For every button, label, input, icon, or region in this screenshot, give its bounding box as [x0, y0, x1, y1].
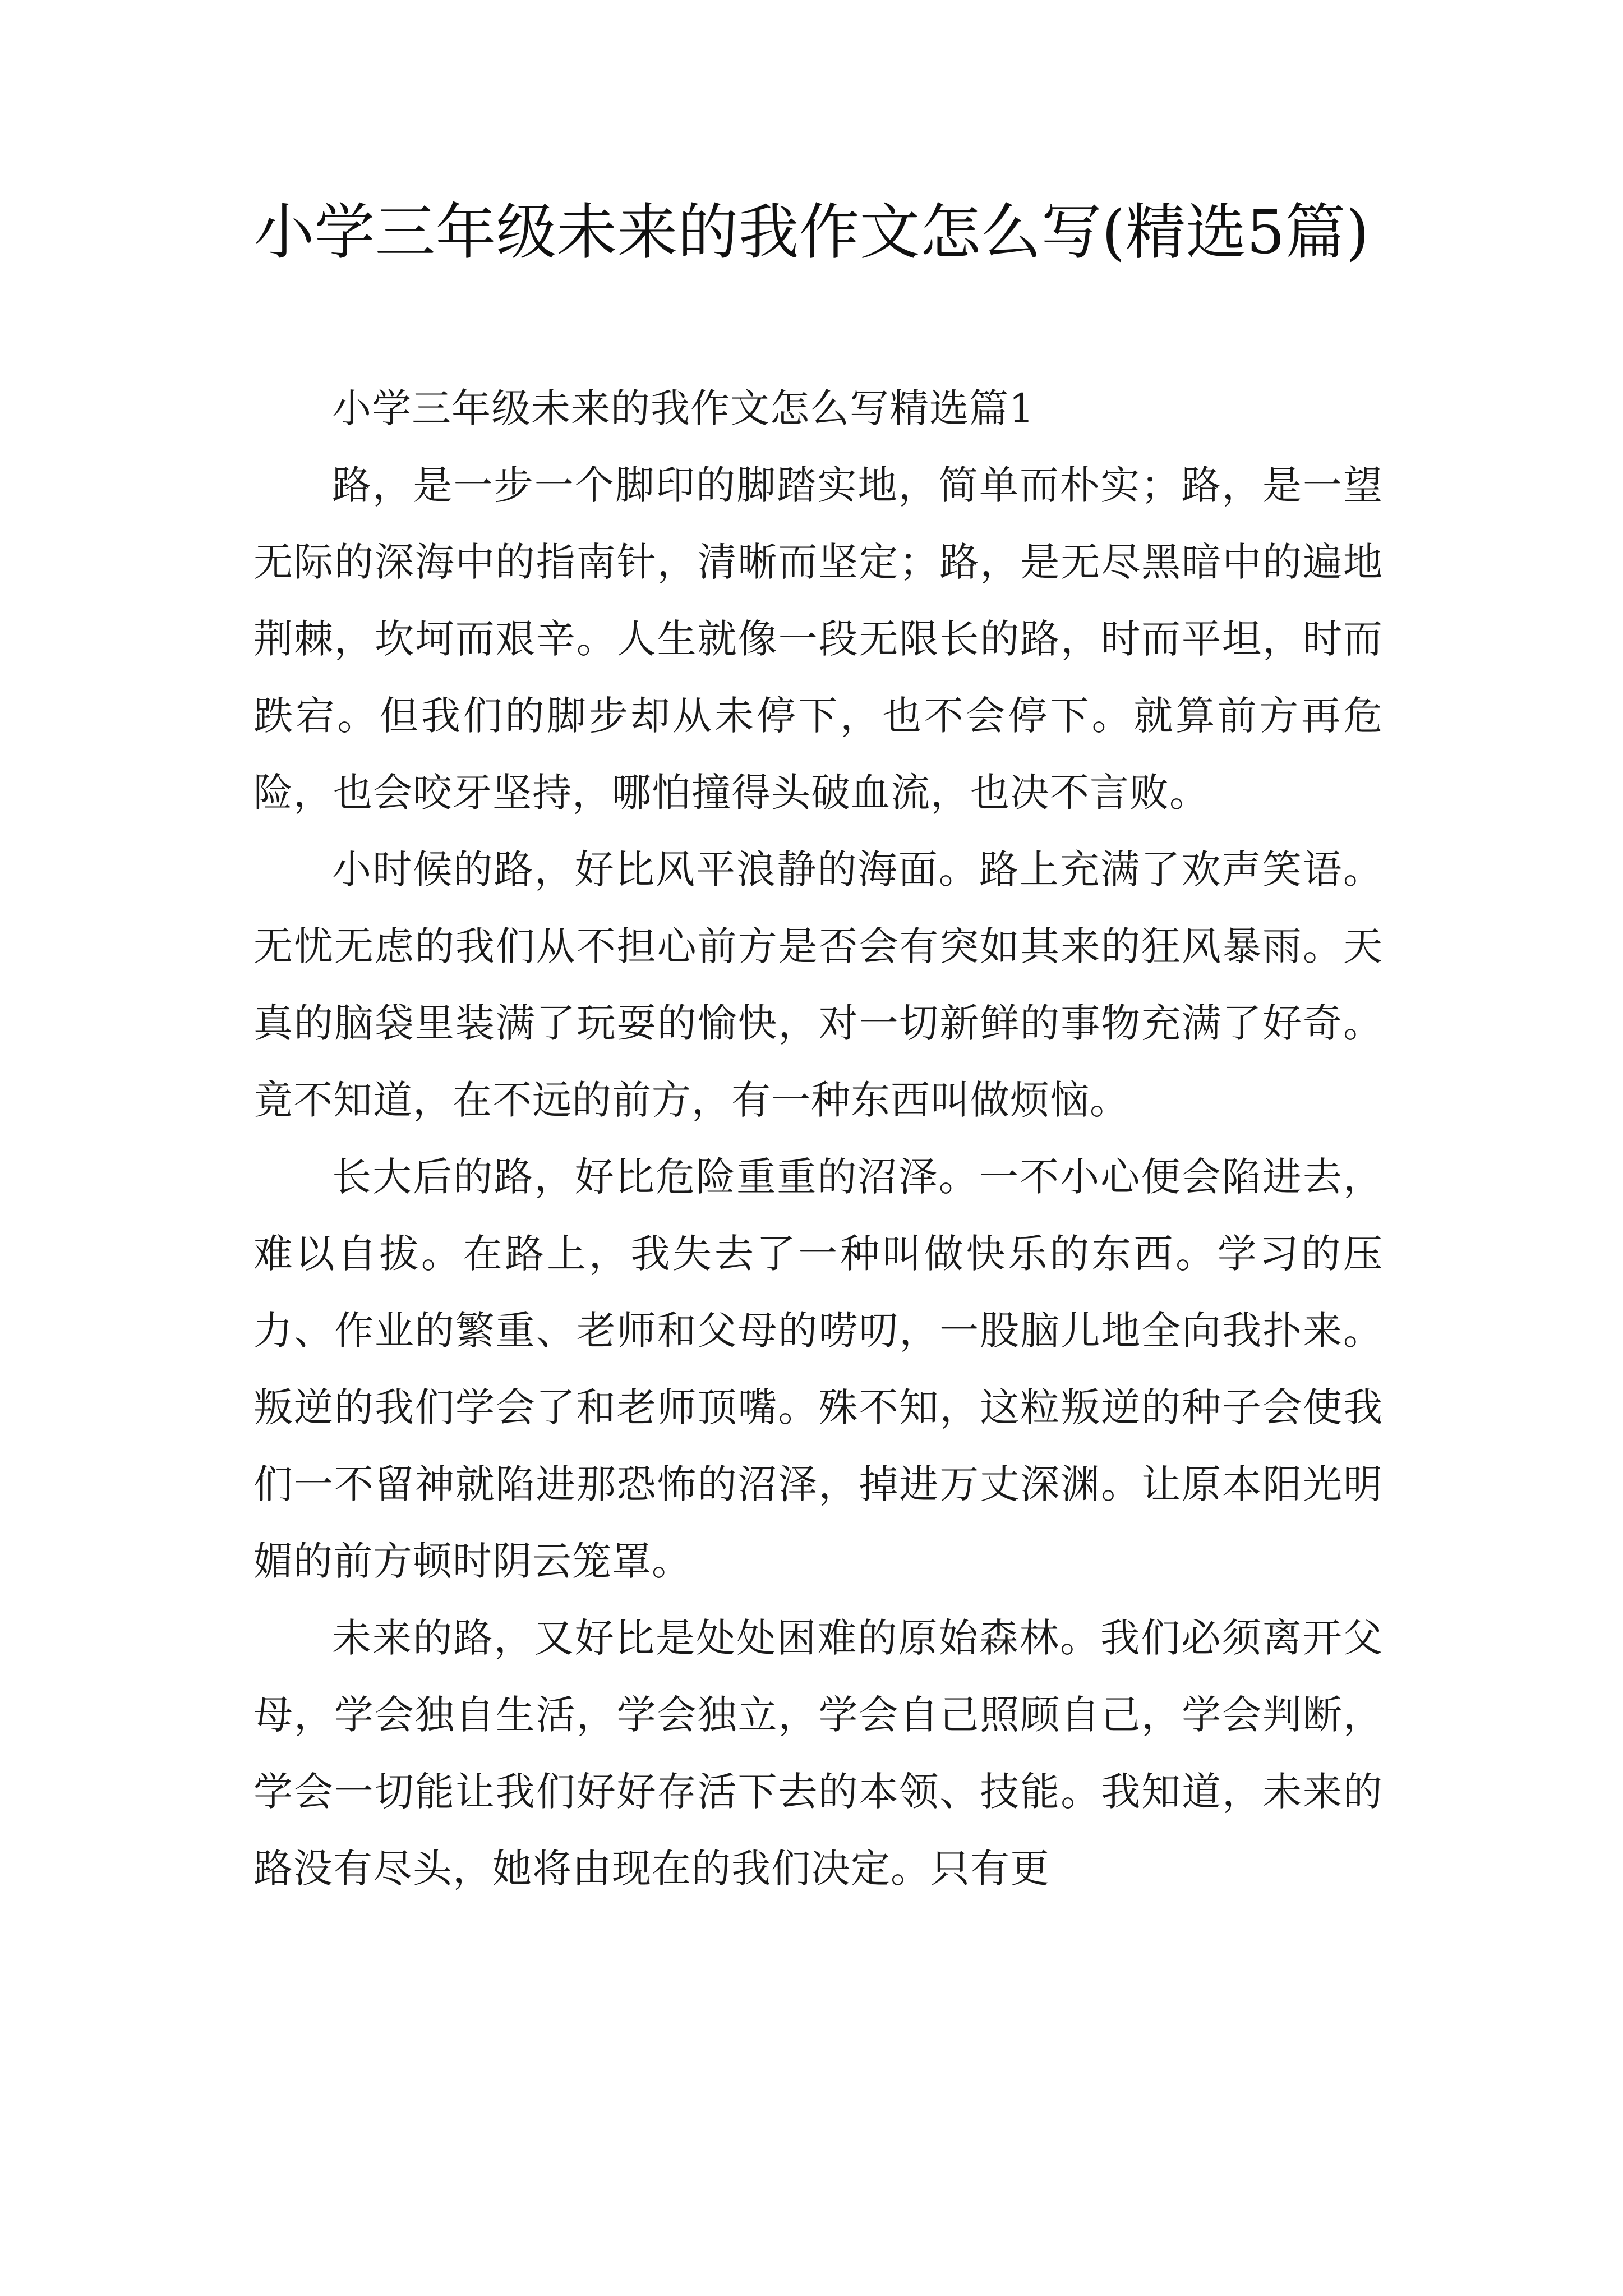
section-heading: 小学三年级未来的我作文怎么写精选篇1	[332, 385, 1035, 431]
paragraph-3: 长大后的路，好比危险重重的沼泽。一不小心便会陷进去，难以自拔。在路上，我失去了一种叫做快乐的东西。学习的压力、作业的繁重、老师和父母的唠叨，一股脑儿地全向我扑来。叛逆的我们学会了和老师顶嘴。殊不知，这粒叛逆的种子会使我们一不留神就陷进那恐怖的沼泽，掉进万丈深渊。让原本阳光明媚的前方顿时阴云笼罩。	[253, 1154, 1383, 1584]
paragraph-4: 未来的路，又好比是处处困难的原始森林。我们必须离开父母，学会独自生活，学会独立，学会自己照顾自己，学会判断，学会一切能让我们好好存活下去的本领、技能。我知道，未来的路没有尽头，她将由现在的我们决定。只有更	[253, 1615, 1383, 1892]
paragraph-2: 小时候的路，好比风平浪静的海面。路上充满了欢声笑语。无忧无虑的我们从不担心前方是否会有突如其来的狂风暴雨。天真的脑袋里装满了玩耍的愉快，对一切新鲜的事物充满了好奇。竟不知道，在不远的前方，有一种东西叫做烦恼。	[253, 846, 1383, 1123]
paragraph-1: 路，是一步一个脚印的脚踏实地，简单而朴实；路，是一望无际的深海中的指南针，清晰而坚定；路，是无尽黑暗中的遍地荆棘，坎坷而艰辛。人生就像一段无限长的路，时而平坦，时而跌宕。但我们的脚步却从未停下，也不会停下。就算前方再危险，也会咬牙坚持，哪怕撞得头破血流，也决不言败。	[253, 462, 1383, 816]
document-body	[253, 370, 1383, 1907]
document-title: 小学三年级未来的我作文怎么写(精选5篇)	[253, 197, 1370, 268]
